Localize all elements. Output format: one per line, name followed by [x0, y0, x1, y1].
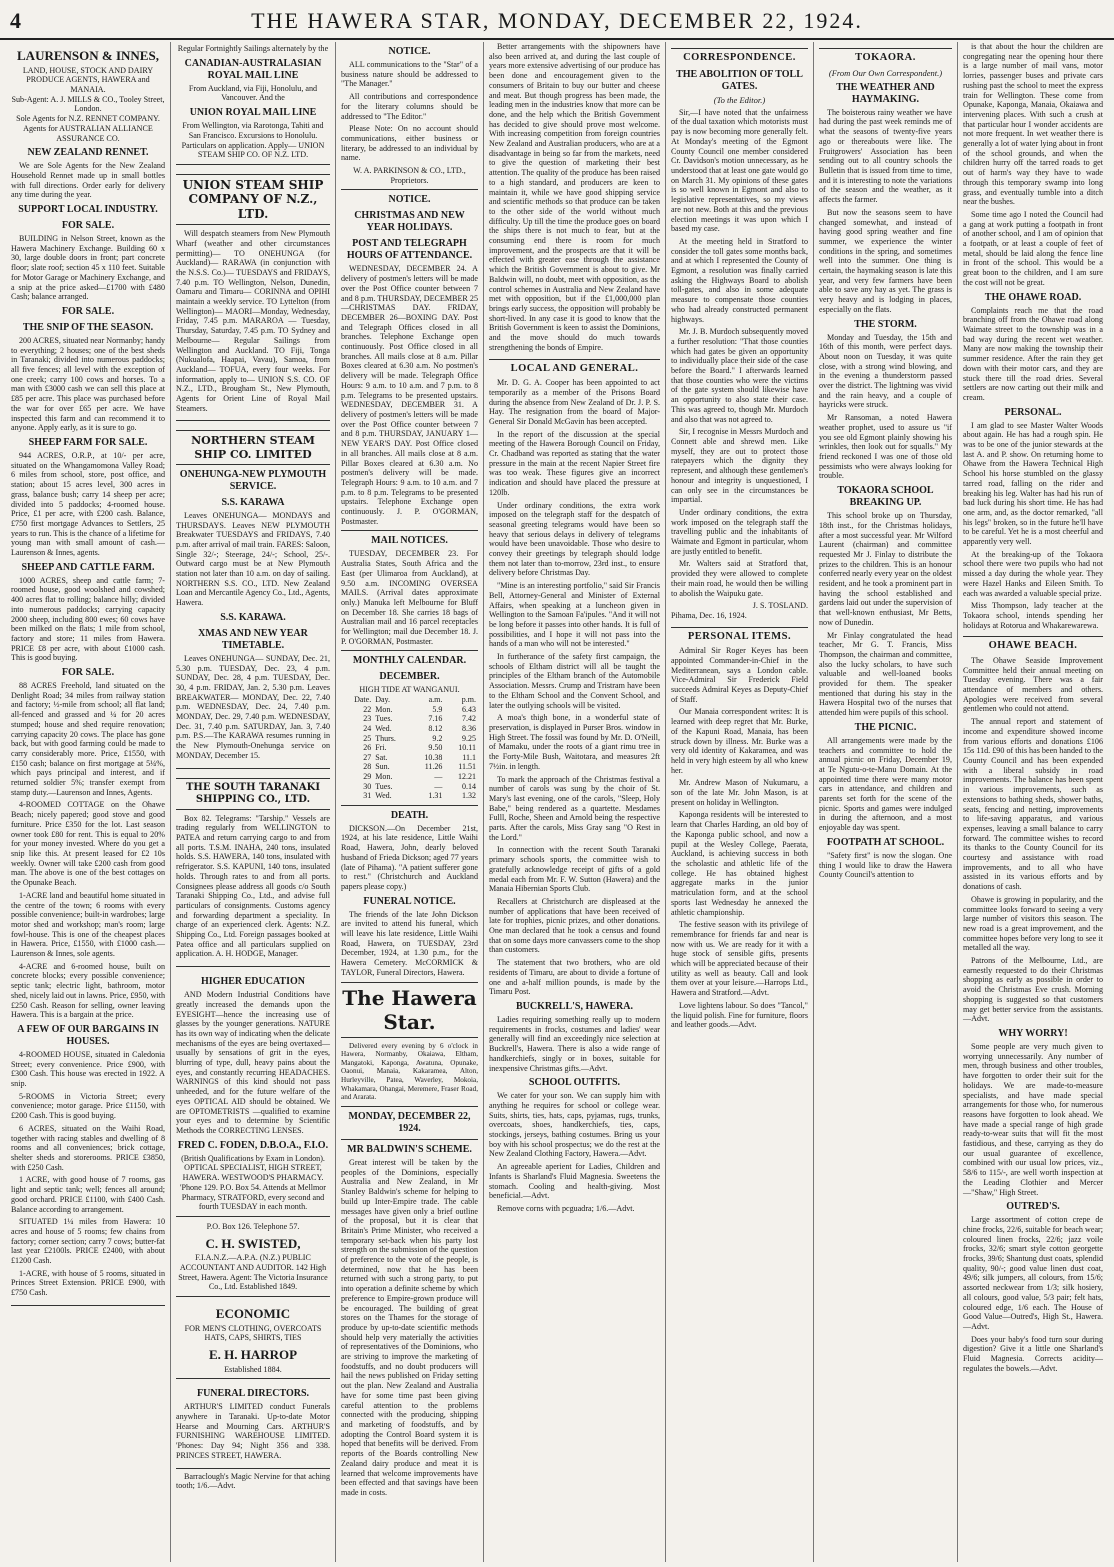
mail-notices-body: TUESDAY, DECEMBER 23. For Australia States, South Africa and the East (per Ulimaroa from Auckland), at 9.50 a.m. INCOMING OVERSEA MAILS. (Arrival dates approximate only.) Manuka left Melbourne for Bluff on December 18. She carries 18 bags of Australian mail and 16 parcel receptacles for Wellington; mail due December 18. J. P. O'GORMAN, Postmaster. — [341, 549, 478, 646]
personal-heading: PERSONAL. — [1004, 406, 1062, 418]
sale2-subheading: THE SNIP OF THE SEASON. — [22, 321, 154, 333]
letter-para-3: Mr. J. B. Murdoch subsequently moved a further resolution: "That those counties which had gates be given an opportunity to individually place their side of the case before the Board." I afterwards learned that those counties who were the victims of the gate system should likewise have an opportunity to also state their case. This was agreed to, though Mr. Murdoch and also that was not agreed to. — [671, 327, 808, 424]
hawera-star-logo: The Hawera Star. — [341, 982, 478, 1038]
tide-cell: 0.14 — [462, 781, 476, 791]
harrop-name: E. H. HARROP — [208, 1347, 298, 1363]
listing-acre-home: 1-ACRE land and beautiful home situated in the centre of the town; 6 rooms with every possible convenience; built-in wardrobes; large motor shed and workshop; man's room; large fowl-house. This is one of the cheapest places in Hawera. Price, £1550, with £1000 cash.—Laurenson & Innes, sole agents. — [11, 890, 165, 959]
tide-cell: 6.43 — [462, 704, 476, 714]
ohawe-beach-heading: OHAWE BEACH. — [963, 636, 1103, 653]
letter-para-2: At the meeting held in Stratford to consider the toll gates some months back, and at which I represented the County of Egmont, a resolution was finally carried asking the Highways Board to abolish toll-gates, and also in some adequate measure to compensate those counties who had already constructed permanent highways. — [671, 236, 808, 324]
house-5: SITUATED 1¼ miles from Hawera: 10 acres and house of 5 rooms; few chains from factory; corner section; carry 7 cows; butter-fat last year £2100ls. PRICE £2400, with about £1200 Cash. — [11, 1217, 165, 1266]
tide-header-row — [341, 695, 478, 705]
tide-col-date: Date. — [354, 695, 372, 705]
tide-cell: 10.38 — [424, 752, 443, 762]
tide-col-pm: p.m. — [461, 695, 476, 705]
personal-item-2: Our Manaia correspondent writes: It is learned with deep regret that Mr. Burke, of the Kapuni Road, Manaia, has been struck down by illness. Mr. Burke was a very old identity of Kakaramea, and was held in very high esteem by all who knew her. — [671, 707, 808, 775]
south-taranaki-body: Box 82. Telegrams: "Tarship." Vessels are trading regularly from WELLINGTON to PATEA and return carrying cargo to and from all ports. T.S.M. INAHA, 240 tons, insulated holds. S.S. HAWERA, 140 tons, insulated with refrigerator. S.S. KAPUNI, 140 tons, insulated holds. Through rates to and from all ports. Consignees please address all goods c/o South Taranaki Shipping Co., Ltd., and advise full particulars of consignments. Customs agency and forwarding department a speciality. In charge of an experienced clerk. Agents: N.Z. Shipping Co., Ltd. Foreign passages booked at Patea office and all particulars supplied on application. A. H. HODGE, Manager. — [176, 813, 330, 959]
economic-body: FOR MEN'S CLOTHING, OVERCOATS HATS, CAPS, SHIRTS, TIES — [184, 1323, 322, 1343]
letter-para-5: Under ordinary conditions, the extra work imposed on the telegraph staff the travelling public and the inhabitants of Waimate and Egmont in particular, whom are justly entitled to benefit. — [671, 507, 808, 556]
melbourne-ad: Patrons of the Melbourne, Ltd., are earnestly requested to do their Christmas shopping as early as possible in order to avoid the Christmas Eve crush. Morning shopping is suggested so that customers may get better service from the assistants.—Advt. — [963, 956, 1103, 1024]
letter-place: Pihama, Dec. 16, 1924. — [671, 610, 747, 620]
tide-row — [341, 772, 478, 782]
letter-para-6: Mr. Walters said at Stratford that, provided they were allowed to complete their main road, he would then be willing to abolish the Waipuku gate. — [671, 559, 808, 598]
xmas-hours-heading: CHRISTMAS AND NEW YEAR HOLIDAYS. — [354, 210, 465, 234]
delivery-note: Delivered every evening by 6 o'clock in Hawera, Normanby, Okaiawa, Eltham, Mangatoki, Kaponga, Awatuna, Opunake, Oaonui, Manaia, Kakaramea, Alton, Hurleyville, Patea, Waverley, Mokoia, Whakamara, Ohangai, Meremere, Fraser Road, and Ararata. — [341, 1041, 478, 1102]
sale1-body: BUILDING in Nelson Street, known as the Hawera Machinery Exchange. Building 60 x 30, large double doors in front; part concrete floor; slate roof; section 45 x 110 feet. Suitable for Motor Garage or Machinery Exchange, and a snip at the price asked—£1700 with £480 Cash; balance arranged. — [11, 234, 165, 302]
tide-cell: 23 — [363, 714, 372, 724]
page-number: 4 — [10, 8, 21, 33]
why-worry-body: Some people are very much given to worrying unnecessarily. Any number of men, through business and other troubles, have forgotten to order their suit for the holidays. We are made-to-measure specialists, and have made special arrangements for those who, for numerous reasons have forgotten to look ahead. We have made a special range of high grade ready-to-wear suits that will fit the most fastidious, and these, carrying as they do our usual guarantee of excellence, combined with our usual low prices, viz., 58/6 to 115/-, are well worth inspection at the Leading Clothier and Mercer—"Shaw," High Street. — [963, 1041, 1103, 1197]
notice-signature: W. A. PARKINSON & CO., LTD., Proprietors. — [353, 166, 466, 185]
letter-para-4: Sir, I recognise in Messrs Murdoch and Connett able and shrewd men. Like myself, they are out to protect those ratepayers which the dignity they represent, and although these gentlemen's honour and integrity is unquestioned, I can only see in the circumstances be impartial. — [671, 427, 808, 505]
notice-body-2: All contributions and correspondence for the literary columns should be addressed to "The Editor." — [341, 92, 478, 121]
northern-service: ONEHUNGA-NEW PLYMOUTH SERVICE. — [179, 468, 327, 492]
tide-cell: 7.42 — [462, 714, 476, 724]
support-heading: SUPPORT LOCAL INDUSTRY. — [18, 204, 158, 216]
union-steam-body: Will despatch steamers from New Plymouth Wharf (weather and other circumstances permitting)— TO ONEHUNGA (for Auckland)— RARAWA (in conjunction with the N.S.S. Co.)— TUESDAYS and FRIDAYS, 7.40 p.m. TO Wellington, Nelson, Dunedin, Oamaru and Timaru— CORINNA and OPIHI maintain a weekly service. TO Lyttelton (from Wellington)— MAORI—Monday, Wednesday, Friday, 7.45 p.m. MARAROA — Tuesday, Thursday, Saturday, 7.45 p.m. TO Sydney and Melbourne— Regular Sailings from Wellington and Auckland. TO Fiji, Tonga (Nukualofa, Haapai, Vavau), Samoa, from Auckland— TOFUA, every four weeks. For information, apply to— UNION S.S. CO. OF N.Z., LTD., Brougham St., New Plymouth, Agents for Orient Line of Royal Mail Steamers. — [176, 229, 330, 413]
tide-cell: 7.16 — [428, 714, 443, 724]
tide-cell: 30 — [363, 781, 372, 791]
storm-heading: THE STORM. — [854, 318, 917, 330]
divider — [341, 805, 478, 806]
sale1-heading: FOR SALE. — [61, 220, 115, 232]
tide-row — [341, 743, 478, 753]
tide-cell: 25 — [363, 733, 372, 743]
union-steam-ad — [176, 168, 330, 422]
own-correspondent: (From Our Own Correspondent.) — [828, 67, 943, 78]
union-royal-sub: From Wellington, via Rarotonga, Tahiti and San Francisco. Excursions to Honolulu. Particulars on application. Apply— UNION STEAM SHIP CO. OF N.Z. LTD. — [181, 121, 325, 160]
tide-cell: Tues. — [375, 781, 393, 791]
tide-cell: — — [434, 781, 443, 791]
notice-heading: NOTICE. — [388, 46, 431, 57]
mail-notices-heading: MAIL NOTICES. — [371, 535, 448, 547]
personal-item-4: Kaponga residents will be interested to learn that Charles Harding, an old boy of the Kaponga public school, and now a pupil at the Wesley College, Paerata, Auckland, is achieving success in both the scholastic and athletic life of the college. He has obtained highest aggregate marks in the junior matriculation form, and at the school sports last Wednesday he annexed the athletic championship. — [671, 810, 808, 917]
local-item-1: Mr. D. G. A. Cooper has been appointed to act temporarily as a member of the Prisons Board during the absence from New Zealand of Dr. J. P. S. Hay. The resignation from the board of Major-General Sir Donald McGavin has been accepted. — [489, 378, 660, 426]
tide-cell: Fri. — [375, 743, 387, 753]
sub-agents: Sub-Agent: A. J. MILLS & CO., Tooley Street, London. — [11, 94, 165, 114]
tide-row — [341, 753, 478, 763]
buckrell-heading: BUCKRELL'S, HAWERA. — [516, 1000, 633, 1012]
weather-para-1: The boisterous rainy weather we have had during the past week reminds me of what the seasons of twenty-five years ago or thereabouts were like. The Fruitgrowers' Association has been sending out to all country schools the Bulletin that is issued from time to time, and it is interesting to note the variations of the season and the weather, as it affects the farmer. — [819, 107, 952, 205]
south-taranaki-logo: THE SOUTH TARANAKI SHIPPING CO., LTD. — [176, 778, 330, 810]
canadian-mail-ad — [176, 42, 330, 165]
higher-education-body: AND Modern Industrial Conditions have greatly increased the demands upon the EYESIGHT—hence the increasing use of glasses by the younger generations. NATURE has its own way of indicating when the delicate mechanisms of the eyes are being overtaxed—usually by sensations of grit in the eyes, blurring of type, dull, heavy pains about the eyes, and constantly recurring HEADACHES. WARNINGS of this kind should not pass unheeded, and for the future welfare of the eyes OPTICAL AID should be obtained. We are OPTOMETRISTS —qualified to examine your eyes and to determine by Scientific Methods the CORRECTING LENSES. — [176, 990, 330, 1135]
northern-steam-ad — [176, 424, 330, 768]
xmas-ship: S.S. KARAWA. — [220, 611, 286, 623]
listing-944-acres: 944 ACRES, O.R.P., at 10/- per acre, situated on the Whangamomona Valley Road; 6 miles from school, store, post office, and station; about 15 acres level, 300 acres in grass, balance bush; carry 14 sheep per acre; divided into 5 paddocks; 4-roomed house. Price, £1 per acre, with £200 cash. Balance, £750 first mortgage Advances to Settlers, 25 years to run. This is the chance of a lifetime for young man with small amount of cash.—Laurenson & Innes, agents. — [11, 450, 165, 558]
northern-ship: S.S. KARAWA — [221, 496, 285, 508]
beach-para-2: The annual report and statement of income and expenditure showed income from various efforts and donations £106 15s 11d. £90 of this has been handed to the County Council and has been expended with a liberal subsidy in road improvements. The balance has been spent in various improvements, such as extensions to bathing sheds, shower baths, seats, fencing and netting, improvements to life-saving apparatus, and various expenses, leaving a small balance to carry forward. The committee wishes to record its thanks to the County Council for its courtesy and assistance with road improvements, and to all who have assisted in its various efforts and by donations of cash. — [963, 717, 1103, 892]
box-telephone: P.O. Box 126. Telephone 57. — [206, 1221, 300, 1231]
firm-subtitle: LAND, HOUSE, STOCK AND DAIRY PRODUCE AGENTS, HAWERA and MANAIA. — [22, 65, 154, 94]
house-4: 1 ACRE, with good house of 7 rooms, gas light and septic tank; well; fences all around; good orchard. PRICE £1100, with £400 Cash. Balance according to arrangement. — [11, 1175, 165, 1214]
tide-cell: 9.25 — [462, 733, 476, 743]
school-para-1: This school broke up on Thursday, 18th inst., for the Christmas holidays, after a most successful year. Mr Wilford Laurent (chairman) and committee requested Mr J. Finlay to distribute the prizes to the children. This is an honour conferred nearly every year on the oldest resident, and he took a prominent part in having the school established and gardens laid out under the supervision of that well-known enthusiast, Mr Betts, now of Dunedin. — [819, 511, 952, 627]
xmas-timetable-heading: XMAS AND NEW YEAR TIMETABLE. — [198, 627, 308, 651]
tancol-ad: Love lightens labour. So does "Tancol," the liquid polish. Fine for furniture, floors and leather goods.—Advt. — [671, 1000, 808, 1030]
divider — [341, 189, 478, 190]
higher-education-ad — [176, 970, 330, 1217]
personal-para-1: I am glad to see Master Walter Woods about again. He has had a rough spin. He was to be one of the junior stewards at the last A. and P. show. On returning home to Ohawe from the Hawera Technical High School his horse stumbled on the glassy tarred road, falling on the rider and breaking his leg. Walter has had his run of bad luck during his short time. He has had one arm, and, as the doctor remarked, "all his legs" broken, so in the future he'll have to be careful. Yet he is a most cheerful and apparently very well. — [963, 420, 1103, 547]
tide-cell: Sat. — [375, 752, 388, 762]
local-item-6: A moa's thigh bone, in a wonderful state of preservation, is displayed in Purser Bros. window in High Street. The fossil was found by Mr. D. O'Neill, of Mamaku, under the roots of a giant rimu tree in the Forty-Mile Bush, Waitotara, and measures 2ft 7½in. in length. — [489, 713, 660, 771]
tide-cell: 11.1 — [462, 752, 476, 762]
northern-steam-logo: NORTHERN STEAM SHIP CO. LIMITED — [176, 430, 330, 464]
tide-cell: 9.2 — [432, 733, 443, 743]
tide-cell: 24 — [363, 723, 372, 733]
footpath-heading: FOOTPATH AT SCHOOL. — [826, 836, 945, 848]
festive-ad: The festive season with its privilege of remembrance for friends far and near is now with us. We are ready for it with a huge stock of sensible gifts, presents which will be appreciated because of their utility as well as beauty. Call and look them over at your leisure.—Harrops Ltd., Hawera and Stratford.—Advt. — [671, 920, 808, 998]
divider — [341, 650, 478, 651]
bargains-heading: A FEW OF OUR BARGAINS IN HOUSES. — [17, 1023, 159, 1047]
foden-body: (British Qualifications by Exam in London). OPTICAL SPECIALIST, HIGH STREET, HAWERA. WESTWOOD'S PHARMACY. 'Phone 129. P.O. Box 54. Attends at Mellmor Pharmacy, STRATFORD, every second and fourth TUESDAY in each month. — [179, 1153, 327, 1212]
column-4 — [484, 42, 666, 1562]
tide-row — [341, 762, 478, 772]
column-3 — [336, 42, 484, 1562]
barraclough-ad: Barraclough's Magic Nervine for that aching tooth; 1/6.—Advt. — [176, 1471, 330, 1491]
letter-para-1: Sir,—I have noted that the unfairness of the dual taxation which motorists must pay is now becoming more generally felt. At Monday's meeting of the Egmont County Council one member considered Cr. Davidson's motion unnecessary, as he understood that at least one gate would go on March 31. My opinions of these gates is so well known in Egmont and also to legislative representatives, so my views are not new. Both at this and the previous election meetings it was upon which I based my case. — [671, 107, 808, 234]
school-para-2: Mr Finlay congratulated the head teacher, Mr G. T. Francis, Miss Thompson, the chairman and committee, also the lucky scholars, to have such valuable and well-loaned books provided for them. The speaker mentioned that during his stay in the Hawera Hospital two of the nurses that attended him were pupils of this school. — [819, 630, 952, 718]
letter-signature: J. S. TOSLAND. — [752, 601, 808, 611]
column-6 — [814, 42, 958, 1562]
tide-cell: 27 — [363, 752, 372, 762]
tide-cell: 9.50 — [428, 743, 443, 753]
sole-agents: Sole Agents for N.Z. RENNET COMPANY. Agents for AUSTRALIAN ALLIANCE ASSURANCE CO. — [16, 114, 160, 143]
ohawe-road-para: Complaints reach me that the road branching off from the Ohawe road along Waimate street to the township was in a bad way during the recent wet weather. Many are now making the township their summer residence. After the rain they get down with their motor cars, and they are stuck there till the road dries. Several settlers are now carting out their milk and cream. — [963, 305, 1103, 402]
funeral-notice-body: The friends of the late John Dickson are invited to attend his funeral, which will leave his late residence, Little Waihi Road, Hawera, on TUESDAY, 23rd December, 1924, at 1.30 p.m., for the Hawera Cemetery. McCORMICK & TAYLOR, Funeral Directors, Hawera. — [341, 909, 478, 977]
tide-cell: Mon. — [375, 771, 393, 781]
local-item-3: Under ordinary conditions, the extra work imposed on the telegraph staff for the despatch of seasonal greeting telegrams would have been so heavy that serious delays in delivery of telegrams would have been unavoidable. Those who desire to convey their greetings by telegraph should lodge them not later than to-morrow, 23rd inst., to ensure delivery before Christmas Day. — [489, 500, 660, 578]
listing-acre-house: 4-ACRE and 6-roomed house, built on concrete blocks; every possible convenience; septic tank; electric light, bathroom, motor shed, nicely laid out in lawns. Price, £950, with £250 Cash. Reason for selling, owner leaving Hawera. This is a bargain at the price. — [11, 961, 165, 1020]
personal-para-2: At the breaking-up of the Tokaora school there were two pupils who had not missed a day during the whole year. They were Hazel Hanks and Eileen Smith. To each was awarded a valuable special prize. — [963, 549, 1103, 598]
house-2: 5-ROOMS in Victoria Street; every convenience; motor garage. Price £1150, with £200 Cash. This is good buying. — [11, 1091, 165, 1121]
house-1: 4-ROOMED HOUSE, situated in Caledonia Street; every convenience. Price £900, with £300 Cash. This house was erected in 1922. A snip. — [11, 1049, 165, 1089]
tide-row — [341, 724, 478, 734]
swisted-ad — [176, 1220, 330, 1297]
personal-items-heading: PERSONAL ITEMS. — [671, 627, 808, 644]
tide-cell: — — [434, 771, 443, 781]
baldwin-continued: Better arrangements with the shipowners have also been arrived at, and during the last couple of years more extensive advertising of our produce has been done and encouragement given to the consumers of Britain to buy our butter and cheese and meat. But though progress has been made, the leading men in the industries know that more can be done, and the help which the British Government has decided to give should prove most welcome. With increasing competition from foreign countries New Zealand and Australian producers, who are at a disadvantage in being so far from the markets, need to give the question of marketing their best attention. The quality of the produce has been raised to a high standard, and producers are keen to maintain it, while we have good shipping service and scientific methods so that produce can be taken to the other side of the world without much difficulty. Up till the time the produce goes on board the ships there is not much to fear, but at the consuming end there is room for much improvement, and the prospects are that it will be effected with greater ease through the assistance which the British Government is about to give. Mr Baldwin will, no doubt, meet with opposition, as the control schemes in Australia and New Zealand have met with opposition, but if the £1,000,000 plan brings early success, the opposition will probably be short-lived. In any case it is good to know that the British Government is keen to assist the Dominions, and the move should do much towards strengthening the bonds of Empire. — [489, 42, 660, 352]
house-3: 6 ACRES, situated on the Waihi Road, together with racing stables and dwelling of 8 rooms and all conveniences; brick cottage, shelter sheds and storerooms. PRICE £3850, with £250 Cash. — [11, 1123, 165, 1172]
local-item-8: In connection with the recent South Taranaki primary schools sports, the committee wish to gratefully acknowledge receipt of gifts of a gold medal each from Mr. F. W. Sutton (Hawera) and the Manaia Hibernian Sports Club. — [489, 845, 660, 894]
picnic-para: All arrangements were made by the teachers and committee to hold the annual picnic on Friday, December 19, at Te Ngutu-o-te-Manu Domain. At the appointed time there were many motor cars in attendance, and children and parents set forth for the scene of the picnic. Sports and games were indulged in during the afternoon, and a most enjoyable day was spent. — [819, 735, 952, 833]
tide-table — [341, 695, 478, 801]
tide-row — [341, 714, 478, 724]
tide-row — [341, 705, 478, 715]
footpath-continued-2: Some time ago I noted the Council had a gang at work putting a footpath in front of another school, and I am of opinion that a footpath, or at least a couple of feet of metal, should be laid along the fence line in front of the school. This would be a great boon to the children, and I am sure the cost will not be great. — [963, 209, 1103, 287]
tide-cell: 1.32 — [462, 791, 476, 801]
column-5 — [666, 42, 814, 1562]
local-item-2: In the report of the discussion at the special meeting of the Hawera Borough Council on Friday, Cr. Chadband was reported as stating that the water pressure in the main at the recent Napier Street fire was too weak. These figures give an incorrect indication and should have placed the pressure at 120lb. — [489, 429, 660, 497]
tide-cell: 8.36 — [462, 723, 476, 733]
personal-item-1: Admiral Sir Roger Keyes has been appointed Commander-in-Chief in the Mediterranean, says a London cable. Vice-Admiral Sir Frederick Field succeeds Admiral Keyes as Deputy-Chief of Staff. — [671, 646, 808, 704]
firm-title: LAURENSON & INNES, — [17, 48, 159, 63]
canadian-line: CANADIAN-AUSTRALASIAN ROYAL MAIL LINE — [184, 57, 322, 81]
foden-name: FRED C. FODEN, D.B.O.A., F.I.O. — [177, 1139, 329, 1151]
death-body: DICKSON.—On December 21st, 1924, at his late residence, Little Waihi Road, Hawera, John, dearly beloved husband of Frieda Dickson; aged 77 years (late of Pihama). "A patient sufferer gone to rest." (Christchurch and Auckland papers please copy.) — [341, 823, 478, 891]
post-telegraph-body: WEDNESDAY, DECEMBER 24. A delivery of postmen's letters will be made over the Post Office counter between 7 and 8 p.m. THURSDAY, DECEMBER 25—CHRISTMAS DAY. FRIDAY, DECEMBER 26—BOXING DAY. Post and Telegraph Offices closed in all branches. Telephone Exchange open continuously. Post Office closed in all branches. All mails close at 8 a.m. Pillar Boxes cleared at 6.30 a.m. No postmen's delivery will be made. Telegraph Office Hours: 9 a.m. to 10 a.m. and 7 p.m. to 8 p.m. Telegrams to be presented upstairs. WEDNESDAY, DECEMBER 31. A delivery of postmen's letters will be made over the Post Office counter between 7 and 8 p.m. THURSDAY, JANUARY 1—NEW YEAR'S DAY. Post Office closed in all branches. All mails close at 8 a.m. Pillar Boxes cleared at 6.30 a.m. No postmen's delivery will be made. Telegraph Hours: 9 a.m. to 10 a.m. and 7 p.m. to 8 p.m. Telegrams to be presented upstairs. Telephone Exchange open continuously. J. P. O'GORMAN, Postmaster. — [341, 264, 478, 526]
outreds-body: Large assortment of cotton crepe de chine frocks, 22/6, suitable for beach wear; coloured linen frocks, 22/6; jazz voile frocks, 32/6; smart style cotton georgette frocks, 39/6; Shantung dust coats, splendid quality, 90/-; good value linen dust coat, 49/6; silk jumpers, all colours, from 15/6; assorted neckwear from 1/3; silk hosiery, all colours, good value, 5/3 pair; felt hats, coloured edge, 1/6 each. The House of Good Value—Outred's, High St., Hawera.—Advt. — [963, 1215, 1103, 1331]
baldwin-body: Great interest will be taken by the peoples of the Dominions, especially Australia and New Zealand, in Mr Stanley Baldwin's scheme for helping to build up Inter-Empire trade. The cable messages have given only a brief outline of the proposal, but it is clear that Britain's Prime Minister, who received a temporary set-back when his party lost strength on the submission of the question of preference to the vote of the people, is determined, now that he has been returned with such a strong party, to put into operation a definite scheme by which preference to Empire-grown produce will be encouraged. The building of great stores on the Thames for the storage of produce by up-to-date scientific methods should help very materially the activities of representatives of the Dominions, who are striving to improve the marketing of foodstuffs, and no doubt producers will hail the news published on Friday setting out the plan. New Zealand and Australia have for some time past been giving careful attention to the problems connected with the producing, shipping and marketing of foodstuffs, and by adopting the Control Board system it is hoped that benefits will be derived. From reports of the Boards controlling New Zealand dairy produce and meat it is learned that welcome improvements have been effected and that savings have been made in costs. — [341, 1158, 478, 1497]
listing-cottage: 4-ROOMED COTTAGE on the Ohawe Beach; nicely papered; good stove and good furniture. Price £350 for the lot. Last season owner took £80 for rent. This is equal to 20% for your money invested. Where do you get a snip like this. At present leased for £2 10s weekly. Owner will take £200 cash from good man. The above is one of the best cottages on the Opunake Beach. — [11, 800, 165, 888]
baldwin-heading: MR BALDWIN'S SCHEME. — [347, 1144, 472, 1156]
school-outfits-body: We cater for your son. We can supply him with anything he requires for school or college wear. Suits, shirts, ties, hats, caps, pyjamas, rugs, trunks, overcoats, shoes, handkerchiefs, ties, caps, stockings, jerseys, bathing costumes. Bring us your boy with his school prospectus; we do the rest at the New Zealand Clothing Factory, Hawera.—Advt. — [489, 1091, 660, 1159]
tide-cell: 31 — [363, 791, 372, 801]
tide-cell: 5.9 — [432, 704, 443, 714]
calendar-month: DECEMBER. — [379, 671, 440, 683]
buckrell-body: Ladies requiring something really up to modern requirements in frocks, costumes and ladies' wear generally will find an exceedingly nice selection at Buckrell's, Hawera. There is also a wide range of handkerchiefs, singly or in boxes, suitable for inexpensive Christmas gifts.—Advt. — [489, 1014, 660, 1073]
notice-body-3: Please Note: On no account should communications, either business or literary, be addressed to an individual by name. — [341, 124, 478, 163]
tide-cell: 11.51 — [458, 762, 476, 772]
personal-para-3: Miss Thompson, lady teacher at the Tokaora school, intends spending her holidays at Rotorua and Whakarewarewa. — [963, 601, 1103, 630]
to-editor: (To the Editor.) — [713, 94, 766, 105]
columns — [6, 42, 1108, 1562]
tide-cell: 11.26 — [424, 762, 443, 772]
funeral-directors-ad — [176, 1382, 330, 1468]
personal-item-3: Mr. Andrew Mason of Nukumaru, a son of the late Mr. John Mason, is at present on holiday in Wellington. — [671, 778, 808, 807]
swisted-name: C. H. SWISTED, — [205, 1235, 301, 1251]
why-worry-heading: WHY WORRY! — [998, 1027, 1068, 1039]
aperient-ad: An agreeable aperient for Ladies, Children and Infants is Sharland's Fluid Magnesia. Sweetens the stomach. Cooling and health-giving. Most beneficial.—Advt. — [489, 1162, 660, 1201]
tide-row — [341, 791, 478, 801]
local-item-5: In furtherance of the safety first campaign, the schools of Eltham district will all be taught the principles of the Eltham branch of the Automobile Association. Messrs. Crump and Tristram have been to the Eltham School and the Convent School, and later the outlying schools will be visited. — [489, 652, 660, 710]
weather-heading: THE WEATHER AND HAYMAKING. — [836, 81, 935, 105]
dateline: MONDAY, DECEMBER 22, 1924. — [348, 1111, 471, 1135]
cattle-farm-heading: SHEEP AND CATTLE FARM. — [21, 561, 155, 573]
masthead — [0, 0, 1114, 40]
tide-heading: HIGH TIDE AT WANGANUI. — [359, 685, 460, 695]
canadian-line-sub: From Auckland, via Fiji, Honolulu, and Vancouver. And the — [188, 83, 318, 103]
beach-para-3: Ohawe is growing in popularity, and the committee looks forward to seeing a very large number of visitors this season. The new road is a great improvement, and the committee hopes before very long to see it metalled all the way. — [963, 894, 1103, 953]
sailings-intro: Regular Fortnightly Sailings alternately by the — [177, 44, 329, 53]
correspondence-heading: CORRESPONDENCE. — [671, 48, 808, 65]
picnic-heading: THE PICNIC. — [854, 721, 917, 733]
tide-cell: 22 — [363, 704, 372, 714]
storm-para-2: Mr Ransoman, a noted Hawera weather prophet, used to assure us "if you see old Egmont plainly showing his wrinkles, then look out for squalls." My friend reckoned I was one of those old pessimists who were always looking for trouble. — [819, 413, 952, 481]
column-7 — [958, 42, 1108, 1562]
sale3-heading: FOR SALE. — [61, 667, 115, 679]
toll-gates-heading: THE ABOLITION OF TOLL GATES. — [676, 68, 803, 92]
tide-body — [341, 705, 478, 801]
tide-cell: Wed. — [375, 723, 392, 733]
local-general-heading: LOCAL AND GENERAL. — [489, 359, 660, 376]
column-2 — [171, 42, 336, 1562]
tide-cell: 29 — [363, 771, 372, 781]
established: Established 1884. — [224, 1364, 282, 1374]
union-royal-line: UNION ROYAL MAIL LINE — [189, 107, 317, 119]
tide-cell: 8.12 — [428, 723, 443, 733]
masthead-title: THE HAWERA STAR, MONDAY, DECEMBER 22, 1924. — [251, 8, 863, 33]
listing-88-acres: 88 ACRES Freehold, land situated on the Denlight Road; 34 miles from railway station and factory; ½-mile from school; all flat land; all-fenced and grassed and ¼ for 20 acres stumped; house and shed require renovation; carrying capacity 20 cows. The place has gone back, but with good farming could be made to carry considerably more. Price, £1550, with £150 cash; balance on first mortgage at 5¼%, which pays principal and interest, and if returned soldier 5%; transfer exempt from stamp duty.—Laurenson and Innes, Agents. — [11, 681, 165, 797]
tide-cell: Wed. — [375, 791, 392, 801]
local-item-4: "Mine is an interesting portfolio," said Sir Francis Bell, Attorney-General and Minister of External Affairs, when speaking at a luncheon given in Wellington to the Samoan Fa'ipules. "And it will not be long before it passes into other hands. It is full of possibilities, and I hope it will not pass into the hands of a man who will not be interested." — [489, 581, 660, 649]
funeral-directors-body: ARTHUR'S LIMITED conduct Funerals anywhere in Taranaki. Up-to-date Motor Hearse and Mourning Cars. ARTHUR'S FURNISHING WAREHOUSE LIMITED. 'Phones: Day 94; Night 356 and 338. PRINCES STREET, HAWERA. — [176, 1402, 330, 1460]
tide-cell: Sun. — [375, 762, 390, 772]
tide-cell: 26 — [363, 743, 372, 753]
tide-cell: 12.21 — [458, 771, 476, 781]
tide-cell: 1.31 — [428, 791, 443, 801]
footpath-continued-1: is that about the hour the children are congregating near the opening hour there is a large number of mail vans, motor lorries, passenger buses and private cars rushing past the school to meet the express train for Wellington. These come from Opunake, Kaponga, Manaia, Okaiawa and intervening places. With such a crush at that particular hour I wonder accidents are not more frequent. In wet weather there is generally a lot of water lying about in front of the school grounds, and when the children hurry off the tarred roads to get out of harm's way they have to wade through this temporary swamp into long grass, and eventually tumble into a ditch near the bushes. — [963, 42, 1103, 207]
higher-education-heading: HIGHER EDUCATION — [201, 976, 305, 988]
local-item-9: Recallers at Christchurch are displeased at the number of applications that have been received of late for trophies, picnic prizes, and other donations. One man declared that he took a census and found that on some days more canvassers come to the shop than customers. — [489, 896, 660, 955]
tide-cell: Mon. — [375, 704, 393, 714]
sale2-heading: FOR SALE. — [61, 305, 115, 317]
funeral-notice-heading: FUNERAL NOTICE. — [363, 895, 456, 907]
notice-body-1: ALL communications to the "Star" of a business nature should be addressed to "The Manager." — [341, 60, 478, 89]
death-heading: DEATH. — [390, 809, 429, 821]
footpath-para: "Safety first" is now the slogan. One thing I would like to draw the Hawera County Council's attention to — [819, 850, 952, 880]
sheep-farm-heading: SHEEP FARM FOR SALE. — [28, 436, 148, 448]
tide-cell: 28 — [363, 762, 372, 772]
laurenson-innes-ad — [11, 42, 165, 1306]
school-breakup-heading: TOKAORA SCHOOL BREAKING UP. — [837, 485, 934, 509]
xmas-timetable-body: Leaves ONEHUNGA— SUNDAY, Dec. 21, 5.30 p.m. TUESDAY, Dec. 23, 4 p.m. SUNDAY, Dec. 28, 4 p.m. TUESDAY, Dec. 30, 4 p.m. FRIDAY, Jan. 2, 5.30 p.m. Leaves BREAKWATER— MONDAY, Dec. 22, 7.40 p.m. WEDNESDAY, Dec. 24, 7.40 p.m. MONDAY, Dec. 29, 7.40 p.m. WEDNESDAY, Dec. 31, 7.40 p.m. SATURDAY, Jan. 3, 7.40 p.m. P.S.—The KARAWA resumes running in the New Plymouth-Onehunga service on MONDAY, December 15. — [176, 653, 330, 760]
tide-col-am: a.m. — [428, 695, 443, 705]
northern-body: Leaves ONEHUNGA— MONDAYS and THURSDAYS. Leaves NEW PLYMOUTH Breakwater TUESDAYS and FRIDAYS, 7.40 p.m. after arrival of mail train. FARES: Saloon, Single 32/-; Steerage, 24/-; School, 25/-. Outward cargo must be at New Plymouth station not later than 10 a.m. on day of sailing. NORTHERN S.S. CO., LTD. New Zealand Loan and Mercantile Agency Co., Ltd., Agents, Hawera. — [176, 510, 330, 608]
weather-para-2: But now the seasons seem to have changed somewhat, and instead of having good spring weather and fine summer, we experience the winter conditions in the spring, and sometimes well into the summer. One thing is certain, the haymaking season is late this year, and very few farmers have been able to save any hay as yet. The grass is very heavy and is lodging in places, especially on the flats. — [819, 207, 952, 314]
calendar-heading: MONTHLY CALENDAR. — [352, 655, 467, 667]
tide-row — [341, 782, 478, 792]
local-item-10: The statement that two brothers, who are old residents of Timaru, are about to divide a fortune of one and a-half million pounds, is made by the Timaru Post. — [489, 958, 660, 997]
storm-para-1: Monday and Tuesday, the 15th and 16th of this month, were perfect days. About noon on Tuesday, it was quite close, with a strong wind blowing, and in the evening a thunderstorm passed over the district. The lightning was vivid and the rain heavy, and a couple of hayricks were struck. — [819, 332, 952, 410]
local-item-7: To mark the approach of the Christmas festival a number of carols was sung by the choir of St. Mary's last evening, one of the carols, "Sleep, Holy Babe," being rendered as a quartette. Mesdames Fulll, Roche, Sheen and Arnold being the respective parts. After the carols, Miss Gray sang "O Rest in the Lord." — [489, 774, 660, 842]
ohawe-road-heading: THE OHAWE ROAD. — [984, 291, 1082, 303]
notice2-heading: NOTICE. — [388, 194, 431, 206]
divider — [341, 1139, 478, 1140]
house-6: 1-ACRE, with house of 5 rooms, situated in Princes Street Extension. PRICE £900, with £750 Cash. — [11, 1268, 165, 1298]
tide-cell: 10.11 — [458, 743, 476, 753]
tide-cell: Thurs. — [375, 733, 396, 743]
tokaora-heading: TOKAORA. — [819, 48, 952, 65]
sharland-ad: Does your baby's food turn sour during digestion? Give it a little one Sharland's Fluid Magnesia. Corrects acidity—regulates the bowels.—Advt. — [963, 1334, 1103, 1373]
swisted-body: F.I.A.N.Z.—A.P.A. (N.Z.) PUBLIC ACCOUNTANT AND AUDITOR. 142 High Street, Hawera. Agent: The Victoria Insurance Co., Ltd. Established 1849. — [178, 1253, 328, 1292]
divider — [341, 1106, 478, 1107]
school-outfits-heading: SCHOOL OUTFITS. — [528, 1077, 621, 1089]
rennet-heading: NEW ZEALAND RENNET. — [27, 147, 149, 159]
beach-para-1: The Ohawe Seaside Improvement Committee held their annual meeting on Tuesday evening. There was a fair attendance of members and others. Apologies were received from several gentlemen who could not attend. — [963, 655, 1103, 714]
post-telegraph-heading: POST AND TELEGRAPH HOURS OF ATTENDANCE. — [346, 238, 473, 262]
outreds-heading: OUTRED'S. — [1006, 1201, 1060, 1213]
economic-ad — [176, 1300, 330, 1379]
listing-200-acres: 200 ACRES, situated near Normanby; handy to everything; 2 houses; one of the best sheds in Taranaki; divided into numerous paddocks; all five fences; all level with the exception of one creek; carry 100 cows and horses. To a man with £3000 cash we can sell this place at £85 per acre. This place was purchased before the war for over £65 per acre. We have inspected this farm and can recommend it to anyone. Apply early, as it is sure to go. — [11, 335, 165, 433]
funeral-directors-heading: FUNERAL DIRECTORS. — [196, 1388, 310, 1400]
south-taranaki-ad — [176, 772, 330, 968]
rennet-body: We are Sole Agents for the New Zealand Household Rennet made up in small bottles with full directions. Order early for delivery any time during the year. — [11, 161, 165, 200]
tide-cell: Tues. — [375, 714, 393, 724]
corns-ad: Remove corns with pcguadra; 1/6.—Advt. — [497, 1203, 635, 1213]
union-steam-logo: UNION STEAM SHIP COMPANY OF N.Z., LTD. — [176, 174, 330, 225]
column-1 — [6, 42, 171, 1562]
economic-heading: ECONOMIC — [215, 1306, 291, 1322]
listing-1000-acres: 1000 ACRES, sheep and cattle farm; 7-roomed house, good woolshed and cowshed; 400 acres flat to rolling; balance hilly; divided into numerous paddocks; carrying capacity 2000 sheep, including 800 ewes; 60 cows have been milked on the flats; 1 mile from school, factory and store; 11 miles from Hawera. PRICE £8 per acre, with about £1000 cash. This is good buying. — [11, 575, 165, 663]
tide-col-day: Day. — [375, 695, 391, 705]
tide-row — [341, 734, 478, 744]
divider — [341, 530, 478, 531]
